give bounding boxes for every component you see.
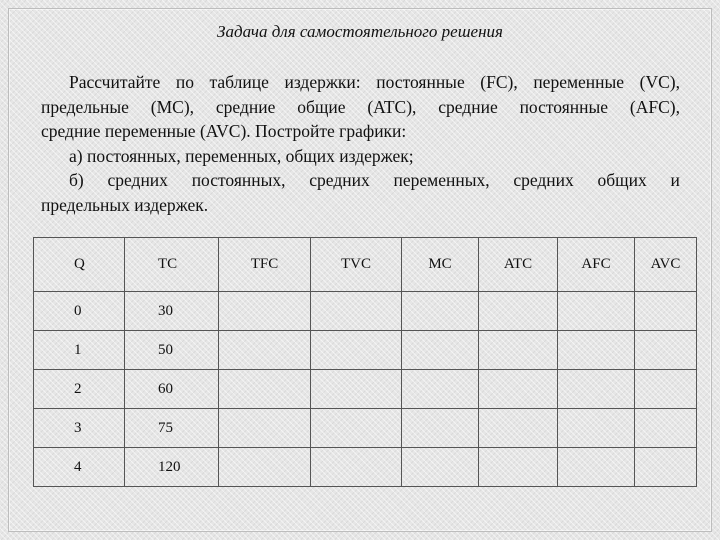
table-row [34,331,697,370]
cell-mc [402,370,479,409]
header-q: Q [34,238,125,292]
table-row [34,448,697,487]
cell-atc [479,409,558,448]
word: средние [438,96,498,117]
word: (ATC), [367,96,417,117]
list-item-b-line-1 [41,168,680,193]
cell-avc [635,331,697,370]
cell-tfc [219,370,311,409]
cell-avc [635,409,697,448]
word: по [175,72,194,92]
cell-avc [635,292,697,331]
word: постоянных, [191,170,286,190]
cell-tfc [219,292,311,331]
description-line-3: средние переменные (AVC). Постройте графики: [41,121,407,141]
cell-atc [479,370,558,409]
task-title: Задача для самостоятельного решения [217,22,503,41]
header-tvc: TVC [311,238,402,292]
cell-tfc [219,331,311,370]
word: (FC), [480,72,518,92]
cell-q: 0 [34,292,125,331]
cell-tc: 50 [125,331,219,370]
cell-tfc [219,448,311,487]
cell-q: 3 [34,409,125,448]
word: и [670,170,680,190]
table-row [34,409,697,448]
cell-mc [402,409,479,448]
cell-tc: 75 [125,409,219,448]
cell-tc: 30 [125,292,219,331]
cell-avc [635,448,697,487]
word: постоянные [376,72,465,92]
cell-atc [479,292,558,331]
description-line-2 [41,95,680,120]
cell-afc [558,370,635,409]
header-tfc: TFC [219,238,311,292]
cell-tvc [311,331,402,370]
cell-avc [635,370,697,409]
table-row [34,292,697,331]
word: издержки: [284,72,361,92]
table-header-row [34,238,697,292]
word: Рассчитайте [69,72,161,92]
word: (MC), [150,96,195,117]
word: средние [215,96,276,117]
cell-afc [558,331,635,370]
word: предельные [41,96,129,117]
word: средних [107,170,168,190]
cell-atc [479,448,558,487]
word: общих [597,170,647,190]
word: переменных, [393,170,490,190]
word: (VC), [639,72,680,92]
word: таблице [209,72,269,92]
header-avc: AVC [635,238,697,292]
cell-tc: 120 [125,448,219,487]
cell-afc [558,409,635,448]
cell-q: 2 [34,370,125,409]
cell-afc [558,448,635,487]
cell-tvc [311,292,402,331]
cell-q: 4 [34,448,125,487]
cell-tfc [219,409,311,448]
cell-mc [402,292,479,331]
cell-mc [402,448,479,487]
task-description [41,70,680,217]
header-mc: MC [402,238,479,292]
word: общие [297,96,346,117]
cell-tvc [311,448,402,487]
cell-tvc [311,409,402,448]
word: постоянные [519,96,609,117]
cell-atc [479,331,558,370]
cell-q: 1 [34,331,125,370]
word: (AFC), [629,96,680,117]
cell-afc [558,292,635,331]
description-line-1 [41,70,680,95]
word: средних [513,170,574,190]
table-row [34,370,697,409]
list-item-b-line-2: предельных издержек. [41,194,209,215]
word: б) [69,170,84,190]
header-afc: AFC [558,238,635,292]
cell-tvc [311,370,402,409]
cell-mc [402,331,479,370]
header-atc: ATC [479,238,558,292]
header-tc: TC [125,238,219,292]
cell-tc: 60 [125,370,219,409]
word: средних [309,170,370,190]
word: переменные [533,72,625,92]
cost-table [33,237,697,487]
list-item-a: а) постоянных, переменных, общих издержек; [69,145,414,166]
